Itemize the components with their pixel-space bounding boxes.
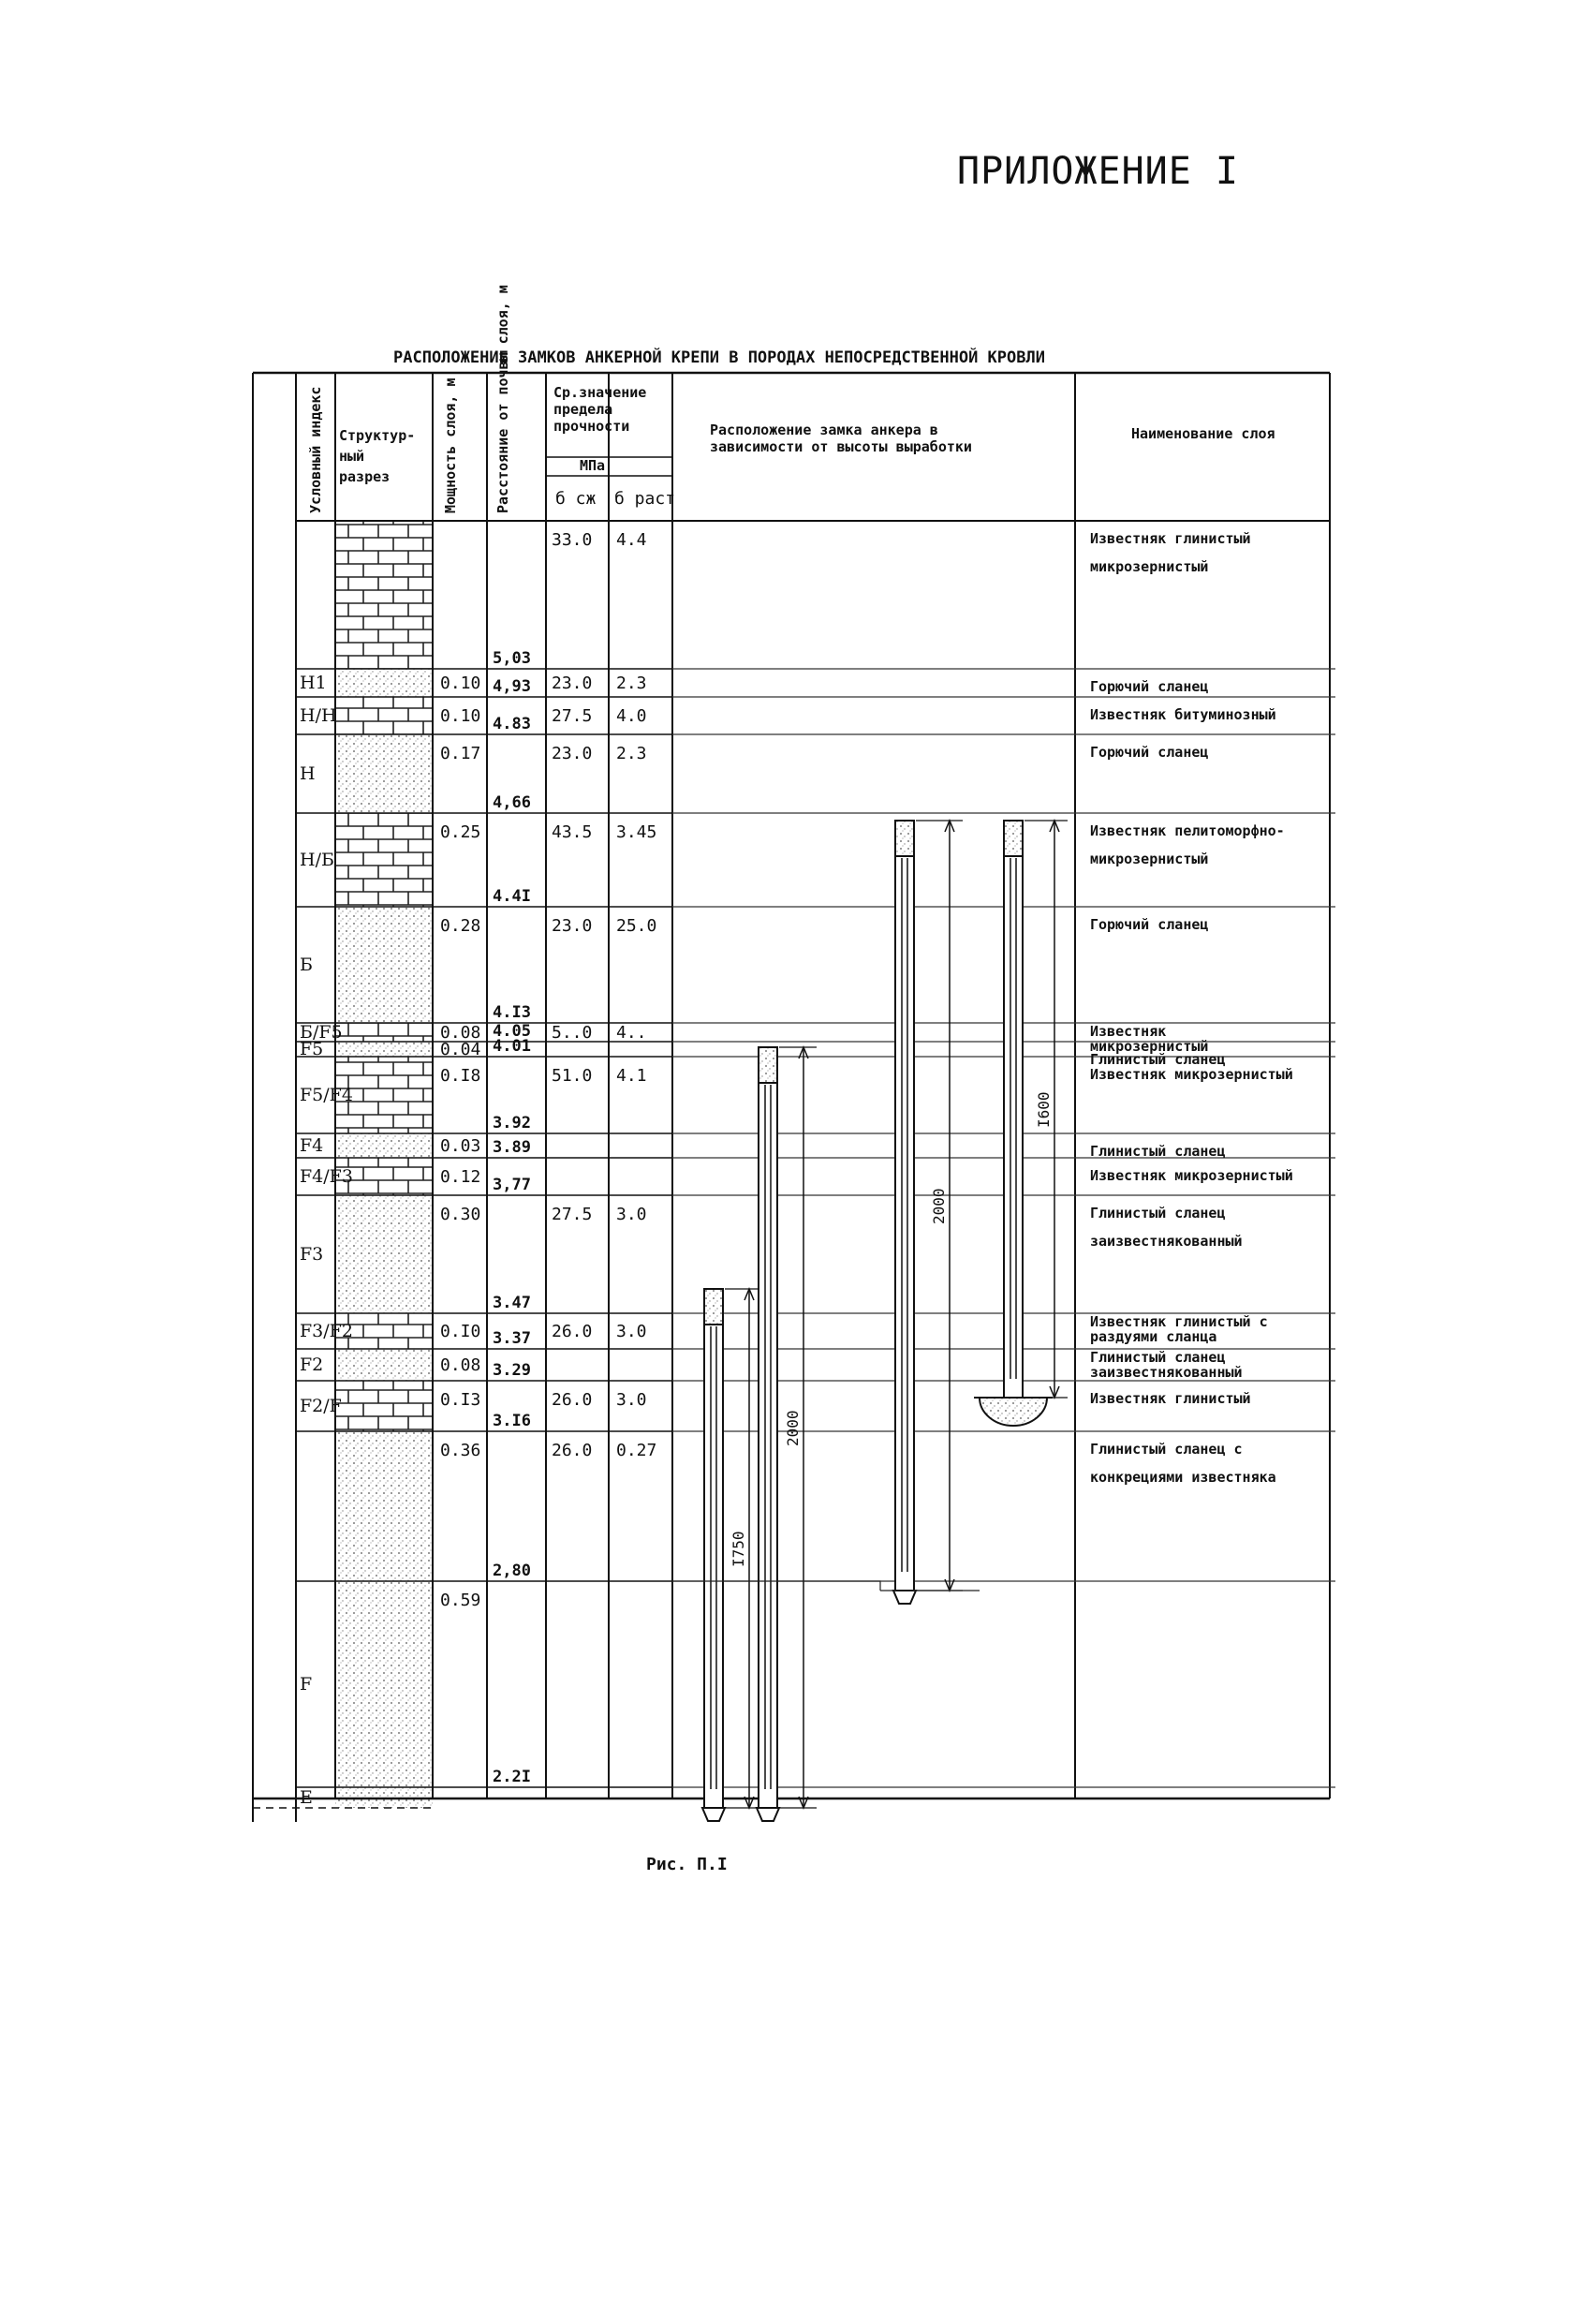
header-thickness: Мощность слоя, м (442, 377, 459, 513)
layer-index: E (300, 1787, 313, 1808)
layer-index: F3 (300, 1244, 324, 1265)
layer-name: Горючий сланец (1090, 744, 1209, 761)
limestone-layer (335, 813, 433, 907)
layer-thickness: 0.10 (440, 706, 481, 726)
shale-layer (335, 907, 433, 1023)
layer-name: микрозернистый (1090, 1038, 1209, 1055)
header-anchor: зависимости от высоты выработки (710, 438, 972, 455)
appendix-title: ПРИЛОЖЕНИЕ I (957, 150, 1239, 193)
layer-name: Известняк глинистый с (1090, 1313, 1268, 1330)
layer-distance: 4.01 (493, 1037, 531, 1056)
tens-strength-value: 4.1 (616, 1066, 647, 1086)
tens-strength-value: 3.0 (616, 1322, 647, 1341)
comp-strength-value: 23.0 (552, 674, 593, 693)
layer-name: Известняк глинистый (1090, 1390, 1251, 1407)
layer-name: микрозернистый (1090, 558, 1209, 575)
header-section: Структур- (339, 427, 416, 444)
shale-layer (335, 1581, 433, 1787)
layer-thickness: 0.08 (440, 1023, 481, 1043)
comp-strength-value: 51.0 (552, 1066, 593, 1086)
layer-index: F (300, 1674, 313, 1695)
anchor-nut (702, 1808, 725, 1821)
layer-thickness: 0.03 (440, 1136, 481, 1156)
layer-name: Известняк битуминозный (1090, 706, 1276, 723)
comp-strength-value: 23.0 (552, 916, 593, 936)
layer-index: Н (300, 763, 316, 784)
anchor-rod-body (895, 821, 914, 1591)
layer-distance: 3.92 (493, 1114, 531, 1132)
tens-strength-value: 4.0 (616, 706, 647, 726)
anchor-length-label: I600 (1035, 1091, 1053, 1128)
layer-index: Б/F5 (300, 1022, 343, 1043)
anchor-lock (895, 821, 914, 856)
layer-thickness: 0.I8 (440, 1066, 481, 1086)
shale-layer (335, 1042, 433, 1057)
tens-strength-value: 4.4 (616, 530, 647, 550)
layer-thickness: 0.59 (440, 1591, 481, 1610)
layer-name: раздуями сланца (1090, 1328, 1217, 1345)
tens-strength-value: 4.. (616, 1023, 647, 1043)
layer-index: F2 (300, 1354, 324, 1375)
layer-name: Известняк глинистый (1090, 530, 1251, 547)
table-header (307, 285, 1275, 513)
layer-name: Глинистый сланец (1090, 1349, 1226, 1366)
header-distance: Расстояние от почвы слоя, м (494, 285, 511, 513)
anchor-nut (757, 1808, 779, 1821)
anchor-rod-body (704, 1289, 723, 1808)
limestone-layer (335, 697, 433, 734)
limestone-layer (335, 521, 433, 669)
header-strength: Ср.значение (553, 384, 647, 401)
layer-index: F3/F2 (300, 1321, 353, 1341)
layer-name: микрозернистый (1090, 851, 1209, 867)
tens-strength-value: 3.0 (616, 1205, 647, 1224)
figure-caption: Рис. П.I (646, 1855, 728, 1874)
layer-name: Глинистый сланец (1090, 1143, 1226, 1160)
layer-distance: 3.47 (493, 1294, 531, 1312)
layer-distance: 3.I6 (493, 1412, 531, 1430)
shale-layer (335, 1195, 433, 1313)
limestone-layer (335, 1381, 433, 1431)
layer-name: заизвестнякованный (1090, 1364, 1243, 1381)
layer-name: Известняк пелитоморфно- (1090, 822, 1285, 839)
layer-distance: 4.83 (493, 715, 531, 733)
anchor-lock (704, 1289, 723, 1325)
structural-section-column (335, 521, 433, 1808)
layer-index: F5 (300, 1039, 324, 1059)
anchor-rod (1002, 821, 1068, 1411)
layer-name: конкрециями известняка (1090, 1469, 1276, 1486)
tens-strength-value: 2.3 (616, 674, 647, 693)
comp-strength-value: 27.5 (552, 706, 593, 726)
shale-layer (335, 1349, 433, 1381)
comp-strength-value: 26.0 (552, 1322, 593, 1341)
layer-thickness: 0.25 (440, 822, 481, 842)
anchor-length-label: 2000 (930, 1188, 948, 1224)
roof-plate (980, 1398, 1047, 1426)
layer-name: Глинистый сланец с (1090, 1441, 1243, 1458)
shale-layer (335, 1133, 433, 1158)
comp-strength-value: 23.0 (552, 744, 593, 763)
anchor-rod (757, 1047, 817, 1821)
figure-title: РАСПОЛОЖЕНИЕ ЗАМКОВ АНКЕРНОЙ КРЕПИ В ПОРОДАХ НЕПОСРЕДСТВЕННОЙ КРОВЛИ (393, 348, 1045, 367)
layer-index: F4 (300, 1135, 324, 1156)
layer-index: Н/Б (300, 850, 334, 870)
comp-strength-value: 26.0 (552, 1441, 593, 1460)
anchor-diagram (671, 821, 1068, 1821)
layer-thickness: 0.I3 (440, 1390, 481, 1410)
layer-name: Глинистый сланец (1090, 1051, 1226, 1068)
layer-thickness: 0.30 (440, 1205, 481, 1224)
anchor-nut (893, 1591, 916, 1604)
comp-strength-value: 26.0 (552, 1390, 593, 1410)
layer-distance: 3.37 (493, 1329, 531, 1348)
tens-strength-value: 0.27 (616, 1441, 657, 1460)
layer-distance: 4,93 (493, 677, 531, 696)
layer-distance: 3,77 (493, 1176, 531, 1194)
anchor-lock (1004, 821, 1023, 856)
layer-index: F5/F4 (300, 1085, 353, 1105)
header-section: ный (339, 448, 365, 465)
layer-thickness: 0.04 (440, 1040, 481, 1059)
layer-thickness: 0.12 (440, 1167, 481, 1187)
header-anchor: Расположение замка анкера в (710, 422, 938, 438)
layer-thickness: 0.36 (440, 1441, 481, 1460)
layer-thickness: 0.17 (440, 744, 481, 763)
tens-strength-value: 3.0 (616, 1390, 647, 1410)
comp-strength-value: 33.0 (552, 530, 593, 550)
layer-distance: 2.2I (493, 1768, 531, 1786)
header-comp-strength: б сж (555, 489, 597, 509)
anchor-length-label: 2000 (784, 1410, 802, 1446)
layer-name: Известняк микрозернистый (1090, 1066, 1293, 1083)
limestone-layer (335, 1023, 433, 1042)
layer-distance: 3.89 (493, 1138, 531, 1157)
layer-name: Известняк микрозернистый (1090, 1167, 1293, 1184)
layer-distance: 4.I3 (493, 1003, 531, 1022)
layer-index: F4/F3 (300, 1166, 353, 1187)
layer-index: F2/F (300, 1396, 342, 1416)
tens-strength-value: 2.3 (616, 744, 647, 763)
header-strength: прочности (553, 418, 630, 435)
shale-layer (335, 669, 433, 697)
comp-strength-value: 5..0 (552, 1023, 593, 1043)
layer-thickness: 0.28 (440, 916, 481, 936)
layer-thickness: 0.10 (440, 674, 481, 693)
layer-distance: 5,03 (493, 649, 531, 668)
table-rows (300, 530, 1293, 1808)
layer-index: Н/Н (300, 705, 337, 726)
layer-thickness: 0.I0 (440, 1322, 481, 1341)
comp-strength-value: 27.5 (552, 1205, 593, 1224)
header-strength: предела (553, 401, 613, 418)
layer-name: Глинистый сланец (1090, 1205, 1226, 1221)
shale-layer (335, 734, 433, 813)
layer-name: Известняк (1090, 1023, 1167, 1040)
tens-strength-value: 3.45 (616, 822, 657, 842)
layer-name: заизвестнякованный (1090, 1233, 1243, 1250)
anchor-rod (893, 821, 963, 1604)
anchor-lock (759, 1047, 777, 1083)
shale-layer (335, 1431, 433, 1581)
header-section: разрез (339, 468, 391, 485)
anchor-rod-body (759, 1047, 777, 1808)
header-unit: МПа (580, 457, 606, 474)
layer-distance: 4.05 (493, 1022, 531, 1041)
header-tens-strength: б раст (614, 489, 676, 509)
layer-distance: 2,80 (493, 1562, 531, 1580)
comp-strength-value: 43.5 (552, 822, 593, 842)
anchor-rod-body (1004, 821, 1023, 1398)
anchor-rod (702, 1289, 762, 1821)
tens-strength-value: 25.0 (616, 916, 657, 936)
layer-distance: 4.4I (493, 887, 531, 906)
layer-index: Б (300, 955, 313, 975)
anchor-length-label: I750 (730, 1531, 747, 1567)
layer-name: Горючий сланец (1090, 678, 1209, 695)
layer-name: Горючий сланец (1090, 916, 1209, 933)
header-index: Условный индекс (307, 386, 324, 513)
layer-distance: 4,66 (493, 793, 531, 812)
layer-index: Н1 (300, 673, 327, 693)
header-layer-name: Наименование слоя (1131, 425, 1275, 442)
layer-thickness: 0.08 (440, 1355, 481, 1375)
layer-distance: 3.29 (493, 1361, 531, 1380)
